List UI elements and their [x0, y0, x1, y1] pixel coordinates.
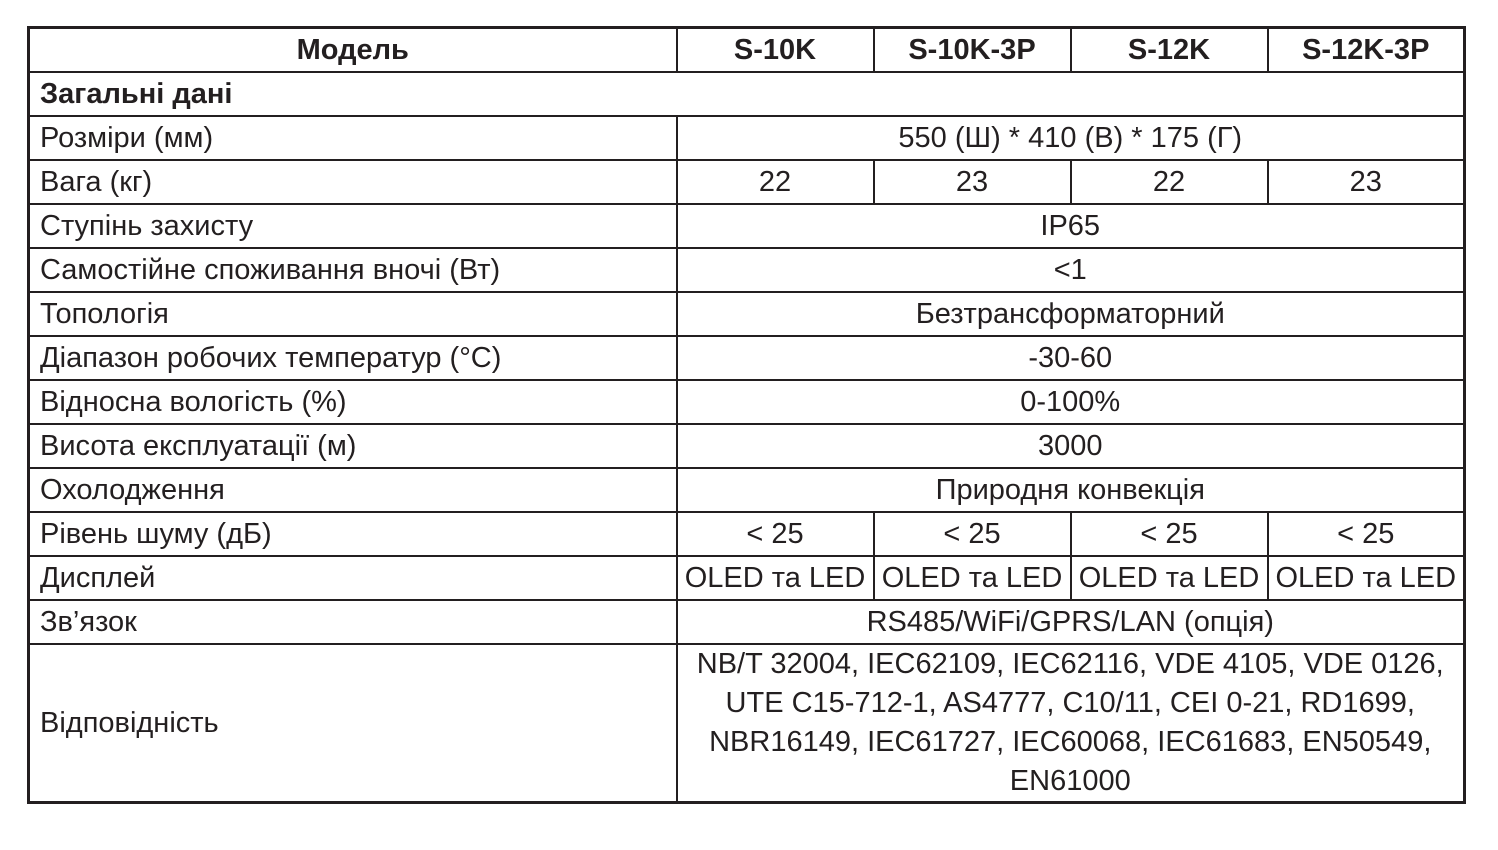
row-value: Безтрансформаторний: [677, 292, 1465, 336]
table-row-communication: [29, 600, 1465, 644]
row-value: 3000: [677, 424, 1465, 468]
table-row-night-consumption: [29, 248, 1465, 292]
row-label: Відносна вологість (%): [29, 380, 677, 424]
row-label: Діапазон робочих температур (°C): [29, 336, 677, 380]
row-value: 22: [1071, 160, 1268, 204]
row-label: Топологія: [29, 292, 677, 336]
row-value: 23: [874, 160, 1071, 204]
table-row-humidity: [29, 380, 1465, 424]
header-model-s10k: S-10K: [677, 28, 874, 73]
header-model-s12k: S-12K: [1071, 28, 1268, 73]
row-value: < 25: [677, 512, 874, 556]
table-row-noise: [29, 512, 1465, 556]
row-label: Рівень шуму (дБ): [29, 512, 677, 556]
row-value: RS485/WiFi/GPRS/LAN (опція): [677, 600, 1465, 644]
row-label: Зв’язок: [29, 600, 677, 644]
header-model-s10k3p: S-10K-3P: [874, 28, 1071, 73]
row-value: Природня конвекція: [677, 468, 1465, 512]
row-value: 550 (Ш) * 410 (В) * 175 (Г): [677, 116, 1465, 160]
header-row: [29, 28, 1465, 73]
row-label: Висота експлуатації (м): [29, 424, 677, 468]
row-label: Ступінь захисту: [29, 204, 677, 248]
row-value: 22: [677, 160, 874, 204]
row-value: < 25: [1071, 512, 1268, 556]
spec-table: [27, 26, 1466, 804]
row-value: 23: [1268, 160, 1465, 204]
table-row-weight: [29, 160, 1465, 204]
row-label: Розміри (мм): [29, 116, 677, 160]
row-label: Дисплей: [29, 556, 677, 600]
row-value: IP65: [677, 204, 1465, 248]
row-label: Самостійне споживання вночі (Вт): [29, 248, 677, 292]
row-label: Відповідність: [29, 644, 677, 803]
row-value: -30-60: [677, 336, 1465, 380]
row-value: OLED та LED: [1071, 556, 1268, 600]
header-model-label: Модель: [29, 28, 677, 73]
row-label: Вага (кг): [29, 160, 677, 204]
row-value: 0-100%: [677, 380, 1465, 424]
table-row-display: [29, 556, 1465, 600]
row-value: <1: [677, 248, 1465, 292]
table-row-compliance: [29, 644, 1465, 803]
table-row-protection: [29, 204, 1465, 248]
row-value: OLED та LED: [1268, 556, 1465, 600]
table-row-temperature: [29, 336, 1465, 380]
row-value: < 25: [1268, 512, 1465, 556]
row-value: OLED та LED: [874, 556, 1071, 600]
table-row-dimensions: [29, 116, 1465, 160]
row-value: < 25: [874, 512, 1071, 556]
table-row-cooling: [29, 468, 1465, 512]
header-model-s12k3p: S-12K-3P: [1268, 28, 1465, 73]
row-label: Охолодження: [29, 468, 677, 512]
table-row-topology: [29, 292, 1465, 336]
section-row: [29, 72, 1465, 116]
row-value: NB/T 32004, IEC62109, IEC62116, VDE 4105, VDE 0126, UTE C15-712-1, AS4777, C10/11, CEI 0-21, RD1699, NBR16149, IEC61727, IEC60068, IEC61683, EN50549, EN61000: [677, 644, 1465, 803]
section-title: Загальні дані: [29, 72, 1465, 116]
table-row-altitude: [29, 424, 1465, 468]
row-value: OLED та LED: [677, 556, 874, 600]
